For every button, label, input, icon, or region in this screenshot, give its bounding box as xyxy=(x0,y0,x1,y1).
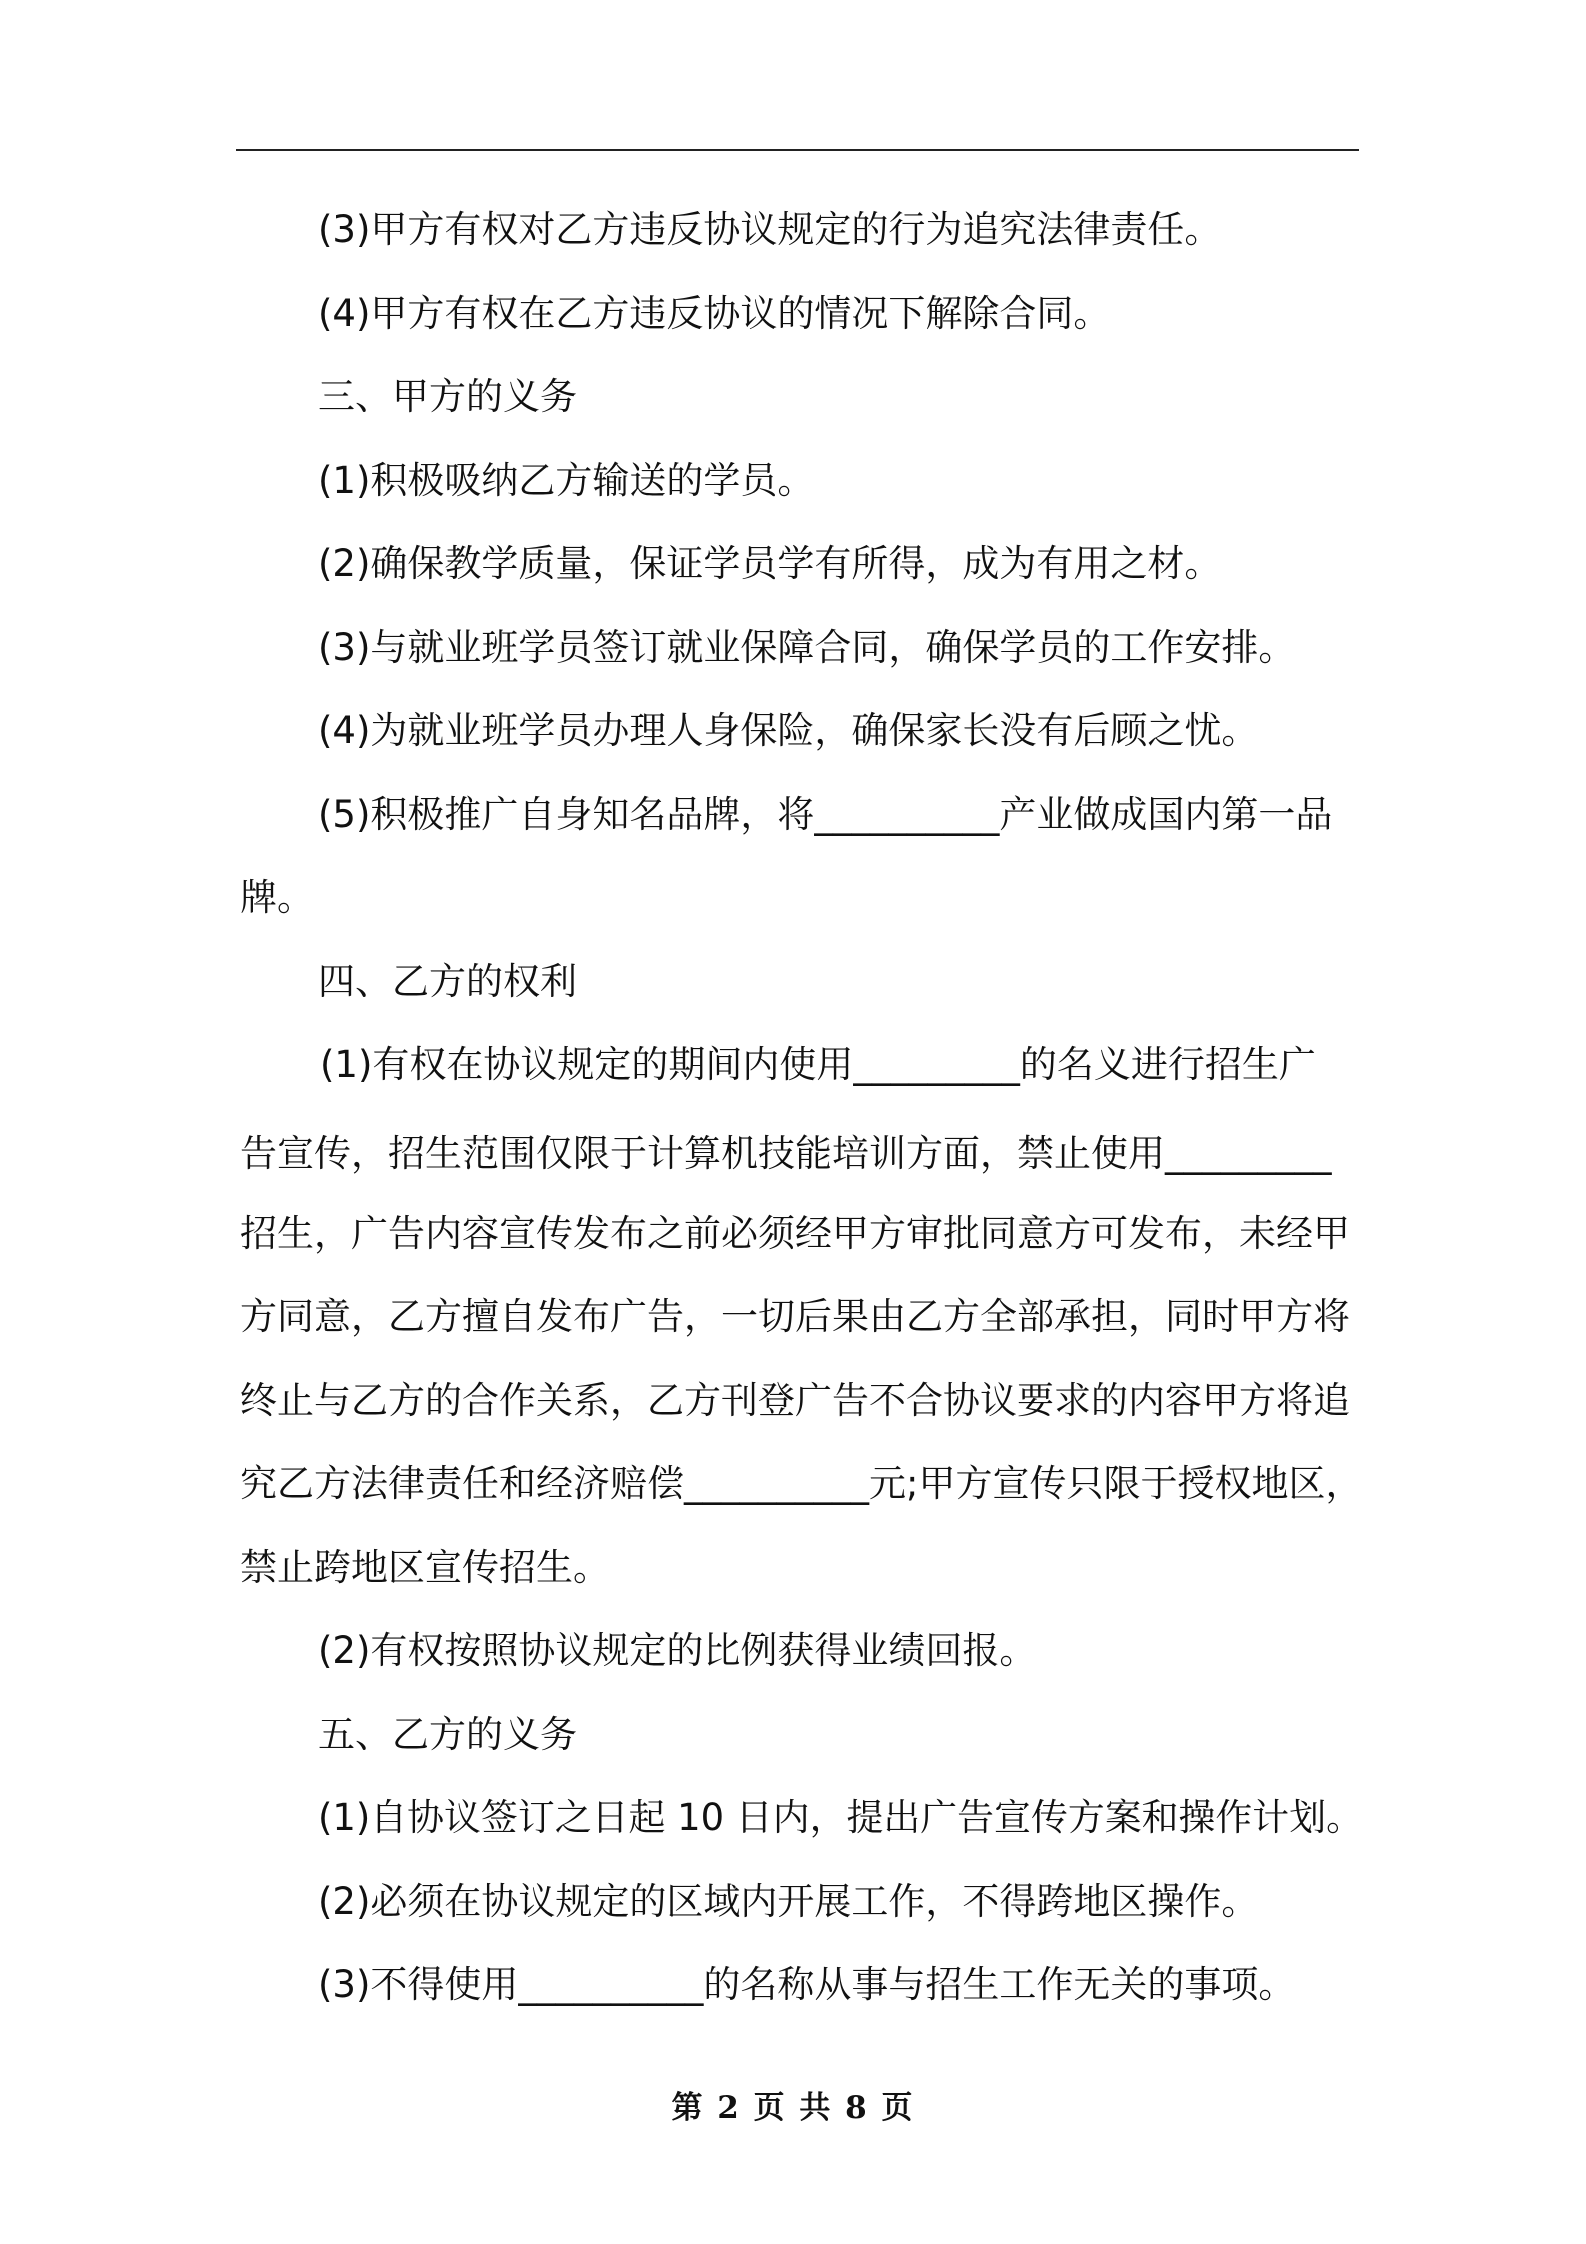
paragraph-line: 终止与乙方的合作关系，乙方刊登广告不合协议要求的内容甲方将追 xyxy=(240,1379,1350,1422)
paragraph-line: (1)自协议签订之日起 10 日内，提出广告宣传方案和操作计划。 xyxy=(318,1796,1363,1839)
paragraph-line: (1)有权在协议规定的期间内使用_________的名义进行招生广 xyxy=(320,1043,1316,1086)
paragraph-line: (2)确保教学质量，保证学员学有所得，成为有用之材。 xyxy=(318,542,1222,585)
paragraph-line: (4)甲方有权在乙方违反协议的情况下解除合同。 xyxy=(318,292,1111,335)
paragraph-line: 告宣传，招生范围仅限于计算机技能培训方面，禁止使用_________ xyxy=(240,1132,1332,1175)
paragraph-line: (3)不得使用__________的名称从事与招生工作无关的事项。 xyxy=(318,1963,1296,2006)
section-heading: 三、甲方的义务 xyxy=(318,375,577,418)
paragraph-line: 究乙方法律责任和经济赔偿__________元;甲方宣传只限于授权地区， xyxy=(240,1462,1363,1505)
section-heading: 五、乙方的义务 xyxy=(318,1713,577,1756)
paragraph-line: 方同意，乙方擅自发布广告，一切后果由乙方全部承担，同时甲方将 xyxy=(240,1295,1350,1338)
page-number-footer: 第 2 页 共 8 页 xyxy=(671,2090,915,2126)
paragraph-line: (4)为就业班学员办理人身保险，确保家长没有后顾之忧。 xyxy=(318,709,1259,752)
paragraph-line: (3)甲方有权对乙方违反协议规定的行为追究法律责任。 xyxy=(318,208,1222,251)
paragraph-line: (5)积极推广自身知名品牌，将__________产业做成国内第一品 xyxy=(318,793,1333,836)
section-heading: 四、乙方的权利 xyxy=(318,960,577,1003)
paragraph-line: 招生，广告内容宣传发布之前必须经甲方审批同意方可发布，未经甲 xyxy=(240,1212,1350,1255)
paragraph-line: (2)有权按照协议规定的比例获得业绩回报。 xyxy=(318,1629,1037,1672)
paragraph-line: 牌。 xyxy=(240,876,314,919)
header-rule xyxy=(236,149,1359,151)
paragraph-line: (2)必须在协议规定的区域内开展工作，不得跨地区操作。 xyxy=(318,1880,1259,1923)
paragraph-line: 禁止跨地区宣传招生。 xyxy=(240,1546,610,1589)
paragraph-line: (1)积极吸纳乙方输送的学员。 xyxy=(318,459,815,502)
paragraph-line: (3)与就业班学员签订就业保障合同，确保学员的工作安排。 xyxy=(318,626,1296,669)
